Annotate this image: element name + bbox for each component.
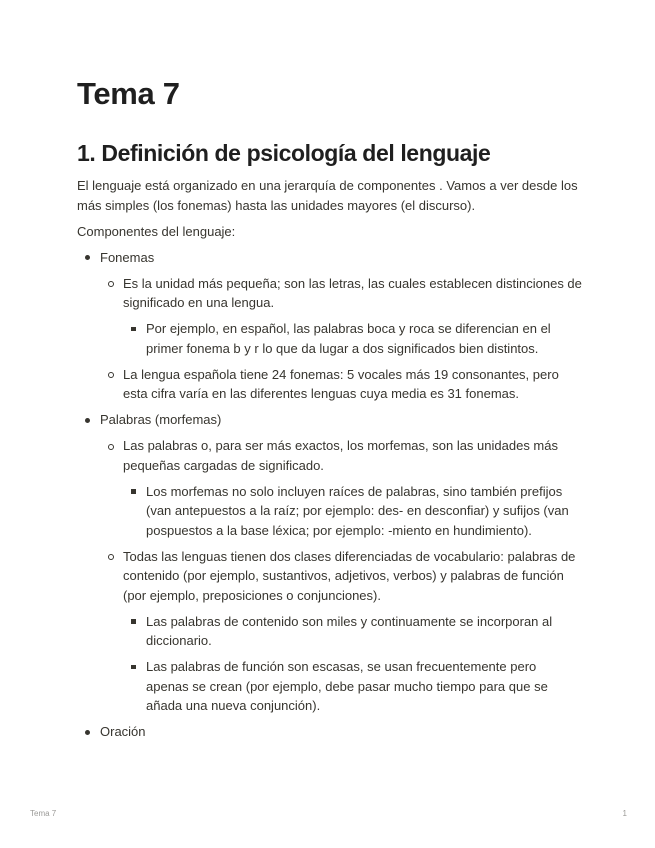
list-item xyxy=(123,319,582,358)
footer-title: Tema 7 xyxy=(30,809,57,818)
bullet-disc xyxy=(85,255,90,260)
list-item-text: Es la unidad más pequeña; son las letras, las cuales establecen distinciones de significado en una lengua. xyxy=(123,275,582,310)
components-list xyxy=(77,248,582,742)
fonemas-example-list xyxy=(123,319,582,358)
vocabulary-detail-list xyxy=(123,612,582,716)
list-item-text: Los morfemas no solo incluyen raíces de palabras, sino también prefijos (van antepuestos a la raíz; por ejemplo: des- en desconfiar) y sufijos (van pospuestos a la base léxica; por ejemplo: -miento en hundimiento). xyxy=(146,483,569,538)
list-item xyxy=(100,547,582,716)
list-item-fonemas xyxy=(77,248,582,404)
list-item xyxy=(123,612,582,651)
palabras-sublist xyxy=(100,436,582,716)
bullet-square xyxy=(131,327,136,332)
palabras-detail-list xyxy=(123,482,582,541)
list-item-text: Por ejemplo, en español, las palabras boca y roca se diferencian en el primer fonema b y r lo que da lugar a dos significados bien distintos. xyxy=(146,321,551,356)
bullet-circle xyxy=(108,372,114,378)
bullet-circle xyxy=(108,444,114,450)
list-item xyxy=(100,365,582,404)
bullet-square xyxy=(131,489,136,494)
section-heading: 1. Definición de psicología del lenguaje xyxy=(77,140,491,166)
bullet-disc xyxy=(85,418,90,423)
fonemas-sublist xyxy=(100,274,582,404)
list-item xyxy=(100,274,582,359)
list-item-label: Fonemas xyxy=(100,249,155,265)
list-item-label: Oración xyxy=(100,724,146,739)
list-item-text: Las palabras o, para ser más exactos, los morfemas, son las unidades más pequeñas cargadas de significado. xyxy=(123,438,558,473)
page-title: Tema 7 xyxy=(77,76,180,111)
bullet-disc xyxy=(85,730,90,735)
list-item-label: Palabras (morfemas) xyxy=(100,412,222,427)
bullet-circle xyxy=(108,281,114,287)
list-item-oracion xyxy=(77,722,582,742)
list-item-text: Las palabras de contenido son miles y continuamente se incorporan al diccionario. xyxy=(146,613,553,648)
intro-paragraph: El lenguaje está organizado en una jerarquía de componentes . Vamos a ver desde los más simples (los fonemas) hasta las unidades mayores (el discurso). xyxy=(77,178,578,213)
components-label: Componentes del lenguaje: xyxy=(77,223,236,239)
document-body xyxy=(77,176,582,748)
bullet-square xyxy=(131,665,136,670)
list-item xyxy=(100,436,582,540)
list-item-palabras xyxy=(77,410,582,716)
bullet-square xyxy=(131,619,136,624)
list-item-text: Todas las lenguas tienen dos clases diferenciadas de vocabulario: palabras de contenido (por ejemplo, sustantivos, adjetivos, verbos) y palabras de función (por ejemplo, preposiciones o conjunciones). xyxy=(123,548,576,603)
list-item-text: Las palabras de función son escasas, se usan frecuentemente pero apenas se crean (por ejemplo, debe pasar mucho tiempo para que se añada una nueva conjunción). xyxy=(146,659,548,713)
bullet-circle xyxy=(108,554,114,560)
list-item-text: La lengua española tiene 24 fonemas: 5 vocales más 19 consonantes, pero esta cifra varía en las diferentes lenguas cuya media es 31 fonemas. xyxy=(123,366,559,401)
list-item xyxy=(123,482,582,541)
page-number: 1 xyxy=(622,809,627,818)
list-item xyxy=(123,657,582,716)
